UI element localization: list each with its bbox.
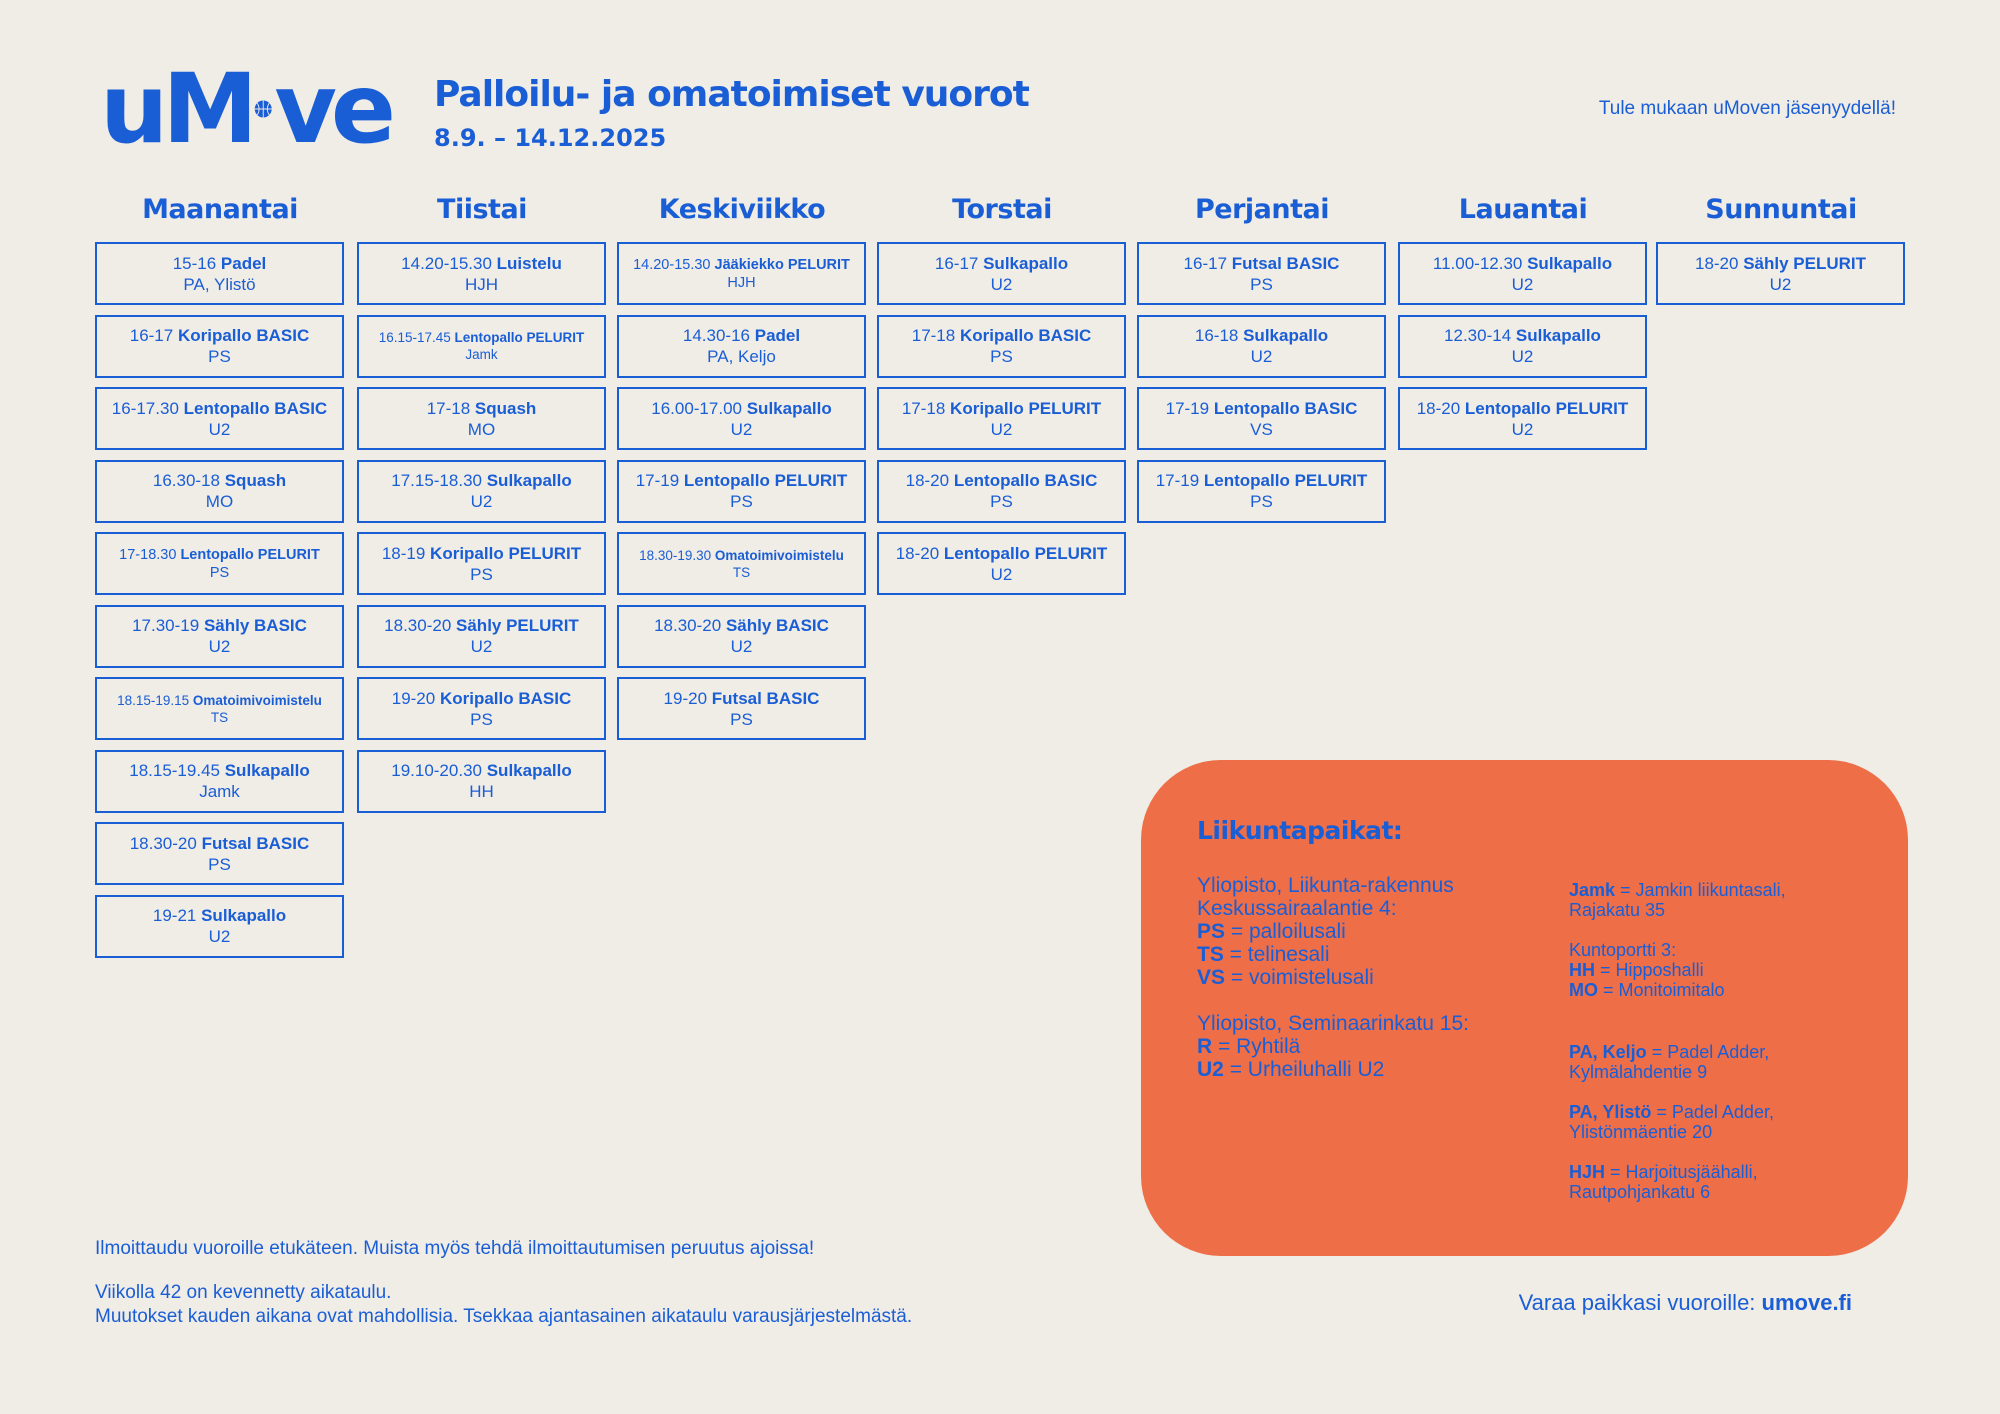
slot-time: 17-18: [911, 326, 956, 345]
slot-time: 17-18.30: [119, 546, 177, 563]
schedule-slot[interactable]: [95, 677, 344, 740]
schedule-slot[interactable]: [357, 387, 606, 450]
hjh-legend: HJH = Harjoitusjäähalli,: [1569, 1162, 1758, 1182]
schedule-slot[interactable]: [95, 242, 344, 305]
slot-time: 17.30-19: [132, 616, 200, 635]
slot-title: [683, 325, 800, 346]
day-heading: Perjantai: [1195, 194, 1329, 225]
slot-sport: Squash: [224, 471, 287, 490]
slot-place: U2: [1511, 274, 1534, 294]
slot-sport: Sähly PELURIT: [456, 616, 579, 635]
footer-registration-note: Ilmoittaudu vuoroille etukäteen. Muista myös tehdä ilmoittautumisen peruutus ajoissa!: [95, 1238, 815, 1259]
schedule-slot[interactable]: [877, 532, 1126, 595]
slot-time: 18.30-20: [654, 616, 722, 635]
slot-time: 17-19: [1155, 471, 1200, 490]
slot-sport: Sulkapallo: [486, 471, 572, 490]
basketball-icon: [254, 72, 272, 146]
ylisto-address: Ylistönmäentie 20: [1569, 1122, 1713, 1142]
slot-sport: Lentopallo PELURIT: [180, 546, 320, 563]
uni1-line1: Yliopisto, Liikunta-rakennus: [1197, 874, 1454, 897]
slot-sport: Futsal BASIC: [1231, 253, 1340, 273]
schedule-slot[interactable]: [877, 387, 1126, 450]
day-heading: Tiistai: [437, 194, 527, 225]
vs-legend: VS = voimistelusali: [1197, 966, 1374, 989]
slot-sport: Sulkapallo: [224, 761, 310, 780]
schedule-slot[interactable]: [1398, 242, 1647, 305]
kuntoportti-line: Kuntoportti 3:: [1569, 940, 1677, 960]
slot-title: [1417, 398, 1629, 419]
slot-time: 18.30-19.30: [639, 547, 712, 563]
hh-legend: HH = Hipposhalli: [1569, 960, 1704, 980]
slot-title: [1156, 470, 1368, 491]
slot-title: [153, 905, 286, 926]
slot-sport: Lentopallo BASIC: [183, 398, 328, 418]
slot-title: [1695, 253, 1866, 274]
slot-time: 17-18: [901, 398, 946, 418]
slot-place: U2: [1511, 419, 1534, 439]
slot-sport: Lentopallo PELURIT: [1464, 398, 1629, 418]
slot-place: U2: [990, 274, 1013, 294]
slot-place: PS: [730, 709, 753, 729]
slot-title: [1444, 325, 1601, 346]
slot-time: 18-20: [1416, 398, 1461, 418]
schedule-slot[interactable]: [357, 532, 606, 595]
slot-place: PS: [990, 347, 1013, 366]
slot-title: [384, 615, 579, 636]
slot-place: PS: [209, 564, 230, 581]
slot-place: HH: [469, 782, 494, 801]
slot-time: 16.00-17.00: [651, 398, 742, 418]
booking-link[interactable]: umove.fi: [1761, 1290, 1852, 1315]
slot-time: 17-19: [635, 471, 680, 490]
ylisto-legend: PA, Ylistö = Padel Adder,: [1569, 1102, 1774, 1122]
slot-place: MO: [205, 492, 234, 511]
slot-title: [129, 760, 310, 781]
slot-title: [379, 329, 585, 346]
slot-place: U2: [990, 419, 1013, 439]
slot-title: [636, 470, 848, 491]
schedule-slot[interactable]: [357, 460, 606, 523]
slot-sport: Padel: [220, 253, 267, 273]
slot-place: PS: [1250, 492, 1273, 511]
slot-time: 14.30-16: [682, 326, 751, 345]
keljo-address: Kylmälahdentie 9: [1569, 1062, 1708, 1082]
slot-title: [427, 398, 537, 419]
slot-title: [935, 253, 1068, 274]
slot-sport: Sähly BASIC: [203, 616, 307, 635]
slot-sport: Jääkiekko PELURIT: [714, 256, 850, 273]
slot-time: 16-17: [934, 253, 979, 273]
slot-place: U2: [208, 927, 231, 946]
footer-week42-note: Viikolla 42 on kevennetty aikataulu.: [95, 1282, 392, 1303]
slot-sport: Sähly BASIC: [725, 616, 829, 635]
schedule-slot[interactable]: [357, 242, 606, 305]
schedule-slot[interactable]: [617, 532, 866, 595]
day-heading: Lauantai: [1458, 194, 1588, 225]
places-title: Liikuntapaikat:: [1197, 816, 1403, 845]
schedule-slot[interactable]: [95, 822, 344, 885]
logo-text-start: uM: [100, 53, 252, 165]
schedule-slot[interactable]: [1137, 315, 1386, 378]
places-right-column: [1569, 880, 1786, 1202]
slot-place: TS: [732, 564, 751, 580]
schedule-slot[interactable]: [617, 242, 866, 305]
slot-time: 18-20: [895, 543, 940, 563]
slot-title: [382, 543, 581, 564]
slot-sport: Luistelu: [496, 253, 562, 273]
slot-sport: Padel: [754, 326, 801, 345]
day-column-0: [95, 190, 345, 946]
slot-place: PS: [470, 709, 493, 729]
hjh-address: Rautpohjankatu 6: [1569, 1182, 1711, 1202]
slot-title: [112, 398, 327, 419]
slot-time: 17-18: [426, 398, 471, 418]
slot-title: [639, 547, 844, 564]
slot-time: 12.30-14: [1444, 326, 1512, 345]
slot-title: [391, 760, 572, 781]
schedule-slot[interactable]: [95, 895, 344, 958]
booking-note: [1519, 1290, 1852, 1316]
slot-place: PS: [990, 492, 1013, 511]
schedule-slot[interactable]: [95, 460, 344, 523]
schedule-slot[interactable]: [95, 532, 344, 595]
slot-title: [654, 615, 829, 636]
slot-place: U2: [730, 637, 753, 656]
page-subtitle: 8.9. – 14.12.2025: [434, 124, 667, 152]
slot-sport: Koripallo PELURIT: [950, 398, 1102, 418]
slot-place: TS: [210, 709, 229, 725]
slot-title: [119, 546, 320, 564]
slot-time: 18.15-19.45: [129, 761, 220, 780]
slot-title: [902, 398, 1101, 419]
slot-time: 18-20: [1694, 253, 1739, 273]
schedule-slot[interactable]: [877, 242, 1126, 305]
slot-time: 19-20: [391, 688, 436, 708]
slot-place: U2: [470, 637, 493, 656]
slot-title: [1433, 253, 1612, 274]
schedule-slot[interactable]: [1137, 242, 1386, 305]
booking-text: Varaa paikkasi vuoroille:: [1518, 1290, 1762, 1315]
schedule-slot[interactable]: [357, 605, 606, 668]
schedule-slot[interactable]: [1398, 387, 1647, 450]
slot-title: [401, 253, 562, 274]
slot-time: 19-21: [152, 906, 197, 925]
slot-place: PS: [208, 854, 231, 874]
slot-sport: Sulkapallo: [1243, 326, 1329, 345]
slot-sport: Koripallo BASIC: [177, 326, 310, 345]
slot-place: Jamk: [199, 782, 240, 801]
places-left-column: [1197, 874, 1469, 1081]
schedule-slot[interactable]: [617, 677, 866, 740]
slot-place: PA, Keljo: [707, 347, 776, 366]
slot-time: 18.15-19.15: [117, 692, 190, 708]
day-column-6: [1656, 190, 1906, 294]
slot-title: [896, 543, 1108, 564]
slot-place: U2: [1769, 274, 1792, 294]
slot-place: PS: [1250, 274, 1273, 294]
slot-time: 17.15-18.30: [391, 471, 482, 490]
slot-sport: Sähly PELURIT: [1743, 253, 1867, 273]
slot-title: [912, 325, 1092, 346]
day-column-4: [1137, 190, 1387, 511]
keljo-legend: PA, Keljo = Padel Adder,: [1569, 1042, 1770, 1062]
slot-title: [664, 688, 820, 709]
slot-place: U2: [990, 564, 1013, 584]
slot-sport: Sulkapallo: [746, 398, 832, 418]
slot-place: U2: [208, 637, 231, 656]
slot-time: 11.00-12.30: [1432, 253, 1523, 273]
schedule-slot[interactable]: [357, 750, 606, 813]
schedule-slot[interactable]: [1137, 387, 1386, 450]
slot-time: 16-18: [1194, 326, 1239, 345]
ps-legend: PS = palloilusali: [1197, 920, 1346, 943]
day-column-5: [1398, 190, 1648, 439]
slot-sport: Lentopallo PELURIT: [683, 471, 848, 490]
slot-title: [391, 470, 572, 491]
slot-place: U2: [1250, 347, 1273, 366]
uni2-line1: Yliopisto, Seminaarinkatu 15:: [1197, 1012, 1469, 1035]
r-legend: R = Ryhtilä: [1197, 1035, 1301, 1058]
mo-legend: MO = Monitoimitalo: [1569, 980, 1725, 1000]
schedule-slot[interactable]: [95, 315, 344, 378]
slot-time: 14.20-15.30: [401, 253, 492, 273]
slot-sport: Sulkapallo: [486, 761, 572, 780]
slot-title: [173, 253, 267, 274]
slot-sport: Sulkapallo: [983, 253, 1069, 273]
slot-place: PA, Ylistö: [183, 274, 256, 294]
slot-sport: Omatoimivoimistelu: [192, 692, 322, 708]
slot-sport: Lentopallo PELURIT: [454, 330, 585, 345]
schedule-slot[interactable]: [617, 460, 866, 523]
schedule-slot[interactable]: [357, 677, 606, 740]
slot-sport: Lentopallo PELURIT: [943, 543, 1108, 563]
slot-title: [633, 256, 850, 274]
schedule-slot[interactable]: [1656, 242, 1905, 305]
schedule-slot[interactable]: [617, 605, 866, 668]
slot-title: [392, 688, 572, 709]
slot-title: [651, 398, 832, 419]
slot-title: [1166, 398, 1358, 419]
jamk-address: Rajakatu 35: [1569, 900, 1666, 920]
slot-place: U2: [208, 419, 231, 439]
slot-title: [117, 692, 322, 709]
page-title: Palloilu- ja omatoimiset vuorot: [434, 74, 1029, 115]
slot-place: HJH: [727, 274, 756, 291]
schedule-slot[interactable]: [357, 315, 606, 378]
schedule-slot[interactable]: [95, 387, 344, 450]
slot-sport: Sulkapallo: [201, 906, 287, 925]
slot-time: 16.15-17.45: [378, 330, 451, 345]
slot-time: 19-20: [663, 688, 708, 708]
slot-place: PS: [208, 347, 231, 366]
membership-tagline: Tule mukaan uMoven jäsenyydellä!: [1598, 98, 1896, 119]
day-heading: Maanantai: [142, 194, 298, 225]
slot-place: PS: [730, 492, 753, 511]
slot-sport: Squash: [474, 398, 537, 418]
slot-sport: Koripallo BASIC: [439, 688, 572, 708]
slot-title: [130, 325, 310, 346]
slot-place: U2: [730, 419, 753, 439]
slot-time: 16.30-18: [152, 471, 220, 490]
places-legend: [1141, 760, 1908, 1256]
slot-title: [132, 615, 307, 636]
slot-sport: Sulkapallo: [1527, 253, 1613, 273]
slot-time: 19.10-20.30: [391, 761, 482, 780]
slot-time: 18.30-20: [384, 616, 452, 635]
slot-sport: Koripallo BASIC: [959, 326, 1092, 345]
day-heading: Torstai: [952, 194, 1052, 225]
slot-sport: Futsal BASIC: [201, 833, 310, 853]
slot-place: PS: [470, 564, 493, 584]
logo-text-end: ve: [274, 53, 390, 165]
slot-sport: Lentopallo BASIC: [1213, 398, 1358, 418]
uni1-line2: Keskussairaalantie 4:: [1197, 897, 1397, 920]
slot-time: 15-16: [172, 253, 217, 273]
schedule-slot[interactable]: [877, 315, 1126, 378]
slot-time: 17-19: [1165, 398, 1210, 418]
slot-sport: Lentopallo PELURIT: [1203, 471, 1368, 490]
slot-time: 16-17: [1183, 253, 1228, 273]
schedule-slot[interactable]: [617, 315, 866, 378]
day-column-1: [357, 190, 607, 801]
slot-sport: Futsal BASIC: [711, 688, 820, 708]
slot-place: Jamk: [465, 347, 498, 362]
slot-sport: Lentopallo BASIC: [953, 471, 1098, 490]
slot-place: VS: [1250, 419, 1273, 439]
slot-sport: Omatoimivoimistelu: [714, 547, 844, 563]
slot-sport: Koripallo PELURIT: [430, 543, 582, 563]
day-column-3: [877, 190, 1127, 584]
slot-time: 18.30-20: [129, 833, 197, 853]
u2-legend: U2 = Urheiluhalli U2: [1197, 1058, 1385, 1081]
slot-title: [153, 470, 286, 491]
footer-changes-note: Muutokset kauden aikana ovat mahdollisia. Tsekkaa ajantasainen aikataulu varausjärjestelmästä.: [95, 1306, 913, 1327]
slot-title: [1195, 325, 1328, 346]
slot-title: [1184, 253, 1340, 274]
slot-place: U2: [1511, 347, 1534, 366]
slot-place: U2: [470, 492, 493, 511]
schedule-slot[interactable]: [877, 460, 1126, 523]
slot-place: HJH: [464, 274, 499, 294]
day-column-2: [617, 190, 867, 729]
slot-time: 14.20-15.30: [633, 256, 711, 273]
slot-place: MO: [467, 419, 496, 439]
schedule-slot[interactable]: [95, 750, 344, 813]
day-heading: Keskiviikko: [658, 194, 826, 225]
slot-title: [906, 470, 1098, 491]
umove-logo: [100, 53, 390, 165]
slot-time: 18-20: [905, 471, 950, 490]
jamk-legend: Jamk = Jamkin liikuntasali,: [1569, 880, 1786, 900]
ts-legend: TS = telinesali: [1197, 943, 1330, 966]
slot-sport: Sulkapallo: [1515, 326, 1601, 345]
slot-time: 16-17.30: [111, 398, 179, 418]
schedule-slot[interactable]: [95, 605, 344, 668]
day-heading: Sunnuntai: [1705, 194, 1857, 225]
slot-time: 16-17: [129, 326, 174, 345]
schedule-slot[interactable]: [1137, 460, 1386, 523]
slot-time: 18-19: [381, 543, 426, 563]
slot-title: [130, 833, 310, 854]
schedule-slot[interactable]: [1398, 315, 1647, 378]
schedule-slot[interactable]: [617, 387, 866, 450]
